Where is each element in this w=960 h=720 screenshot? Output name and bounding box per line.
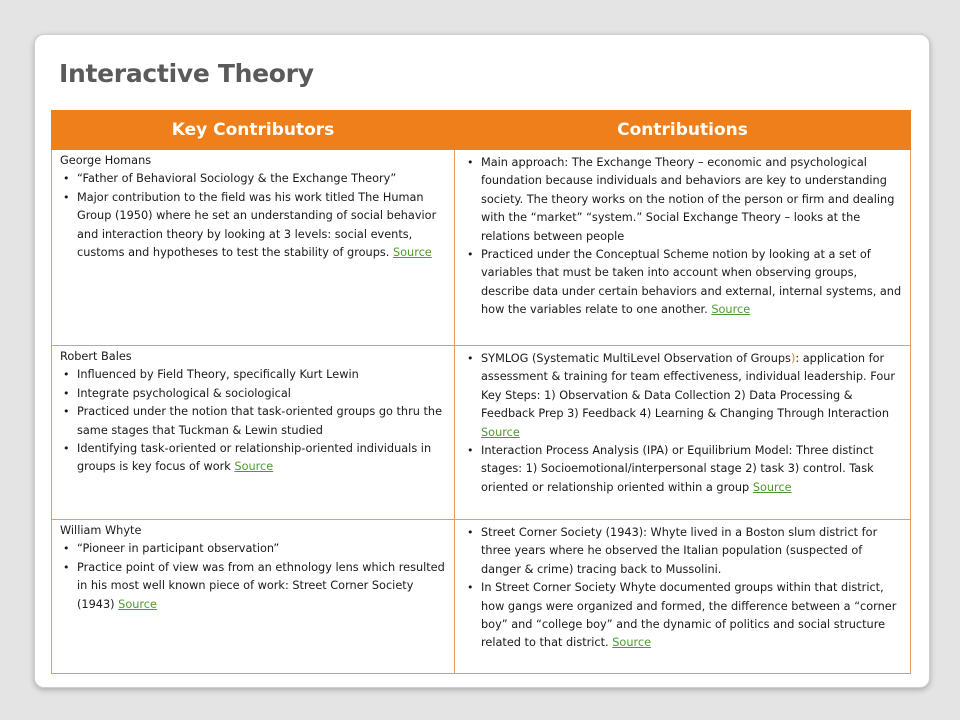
source-link[interactable]: Source (711, 303, 751, 317)
list-item: • In Street Corner Society Whyte documented groups within that district, how gangs were organized and formed, the difference between a “corner boy” and “college boy” and the dynamic of politics and social structure related to that district. Source (481, 579, 902, 653)
table-row (52, 346, 911, 520)
list-item: • Street Corner Society (1943): Whyte lived in a Boston slum district for three years where he observed the Italian population (suspected of danger & crime) tracing back to Mussolini. (481, 524, 902, 579)
list-item: • Integrate psychological & sociological (77, 385, 446, 403)
contributor-cell (52, 520, 455, 674)
table-row (52, 520, 911, 674)
table-header-row (52, 111, 911, 150)
list-item: • SYMLOG (Systematic MultiLevel Observation of Groups): application for assessment & training for team effectiveness, individual leadership. Four Key Steps: 1) Observation & Data Collection 2) Data Processing & Feedback Prep 3) Feedback 4) Learning & Changing Through Interaction Source (481, 350, 902, 442)
list-item: • Practiced under the notion that task-oriented groups go thru the same stages that Tuckman & Lewin studied (77, 403, 446, 440)
source-link[interactable]: Source (392, 246, 432, 260)
contribution-cell (455, 346, 911, 520)
source-link[interactable]: Source (481, 425, 520, 439)
source-link[interactable]: Source (612, 636, 652, 650)
source-link[interactable]: Source (118, 597, 157, 611)
page-title: Interactive Theory (59, 59, 314, 88)
slide (34, 34, 930, 688)
contributor-cell (52, 150, 455, 346)
list-item: • Main approach: The Exchange Theory – economic and psychological foundation because individuals and behaviors are key to understanding society. The theory works on the notion of the person or firm and dealing with the “market” “system.” Social Exchange Theory – looks at the relations between people (481, 154, 902, 246)
contributor-bullets (60, 540, 446, 614)
source-link[interactable]: Source (234, 460, 274, 474)
contribution-cell (455, 150, 911, 346)
contributor-name: George Homans (60, 154, 152, 167)
contribution-cell (455, 520, 911, 674)
list-item: • Practice point of view was from an ethnology lens which resulted in his most well known piece of work: Street Corner Society (1943) Source (77, 559, 446, 614)
list-item: • Influenced by Field Theory, specifically Kurt Lewin (77, 366, 446, 384)
list-item: • Interaction Process Analysis (IPA) or Equilibrium Model: Three distinct stages: 1) Socioemotional/interpersonal stage 2) task 3) control. Task oriented or relationship oriented within a group Source (481, 442, 902, 497)
list-item: • Practiced under the Conceptual Scheme notion by looking at a set of variables that must be taken into account when observing groups, describe data under certain behaviors and external, internal systems, and how the variables relate to one another. Source (481, 246, 902, 320)
list-item: • Major contribution to the field was his work titled The Human Group (1950) where he set an understanding of social behavior and interaction theory by looking at 3 levels: social events, customs and hypotheses to test the stability of groups. Source (77, 189, 446, 263)
contributor-name: Robert Bales (60, 350, 132, 363)
header-contributions: Contributions (455, 111, 911, 150)
contributor-bullets (60, 170, 446, 262)
contribution-bullets (463, 154, 902, 320)
list-item: • “Father of Behavioral Sociology & the Exchange Theory” (77, 170, 446, 188)
list-item: • Identifying task-oriented or relationship-oriented individuals in groups is key focus of work Source (77, 440, 446, 477)
contributor-name: William Whyte (60, 524, 142, 537)
table-row (52, 150, 911, 346)
contribution-bullets (463, 524, 902, 653)
source-link[interactable]: Source (752, 480, 792, 494)
contribution-bullets (463, 350, 902, 497)
header-key-contributors: Key Contributors (52, 111, 455, 150)
list-item: • “Pioneer in participant observation” (77, 540, 446, 558)
contributors-table (51, 110, 911, 674)
contributor-bullets (60, 366, 446, 476)
contributor-cell (52, 346, 455, 520)
